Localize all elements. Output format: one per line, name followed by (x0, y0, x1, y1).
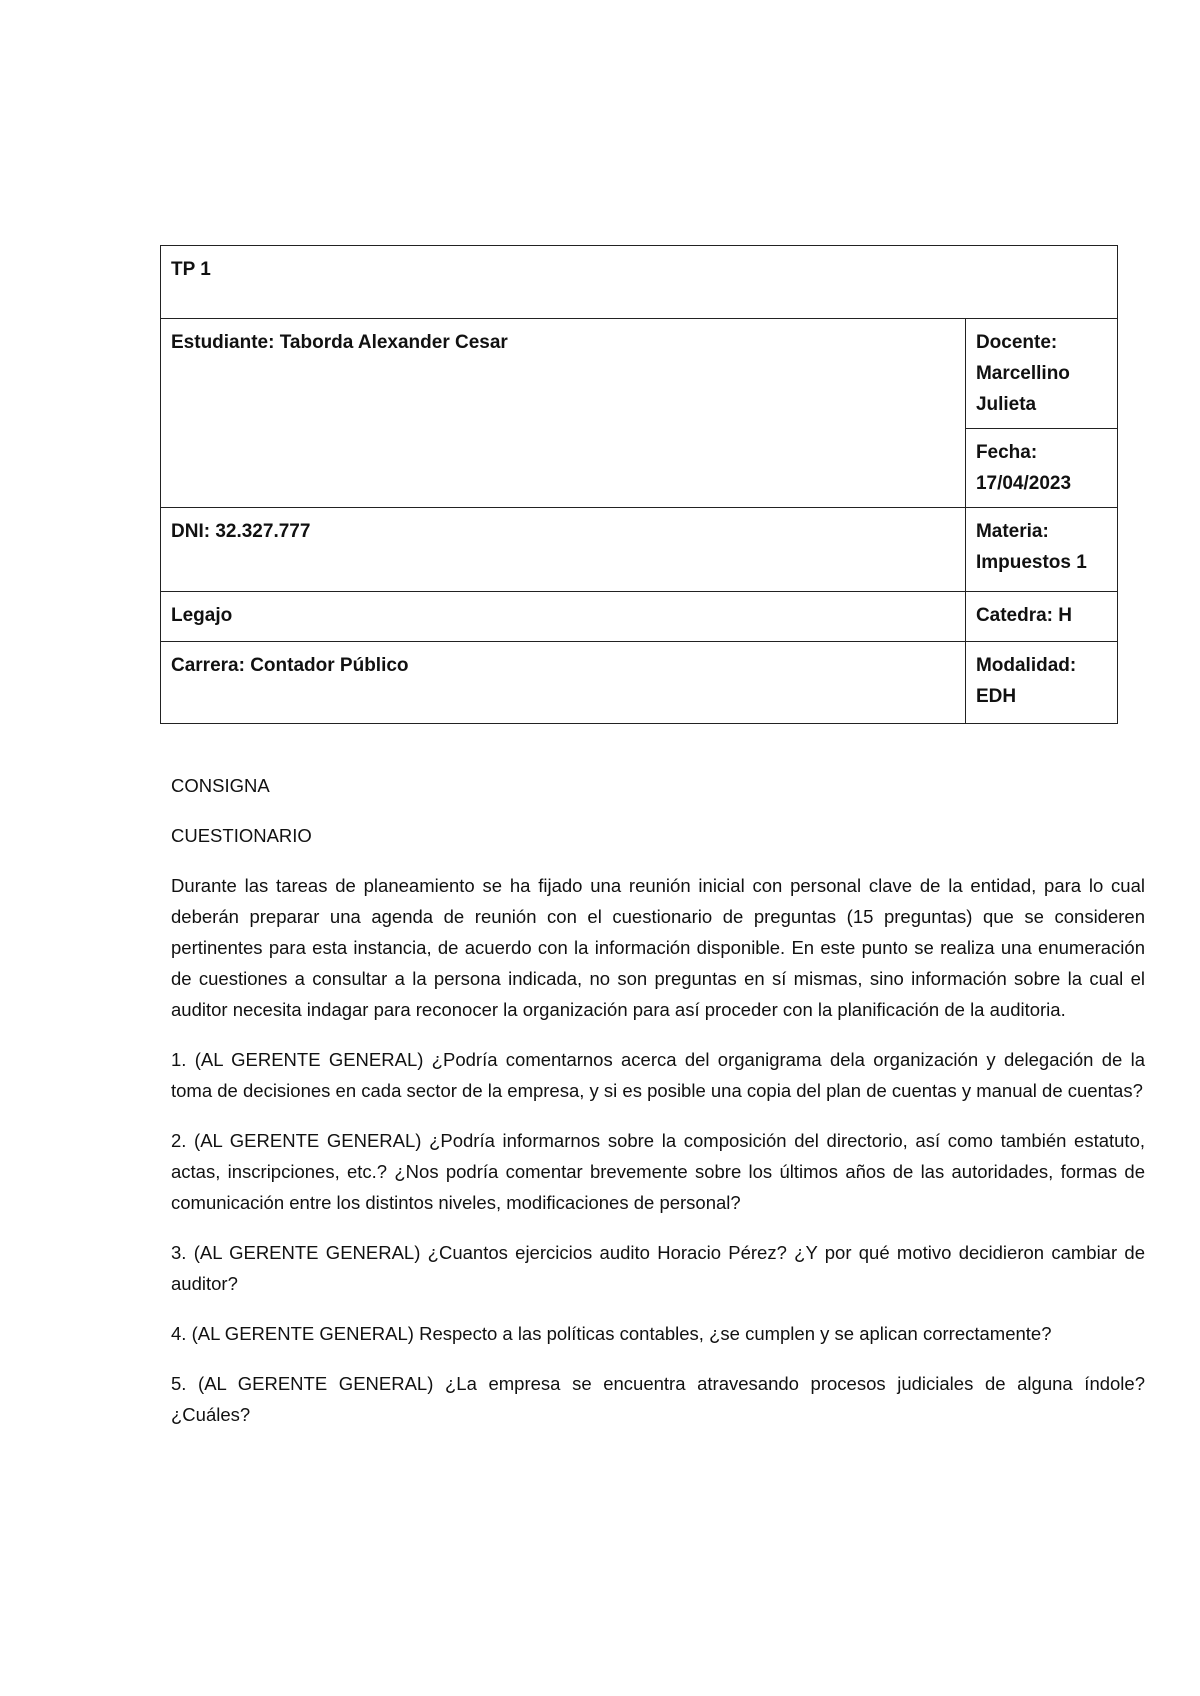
question-3: 3. (AL GERENTE GENERAL) ¿Cuantos ejercicios audito Horacio Pérez? ¿Y por qué motivo decidieron cambiar de auditor? (171, 1242, 1145, 1294)
table-row (161, 592, 1118, 642)
docente-name-last: Julieta (975, 394, 1037, 415)
docente-label: Docente: (975, 332, 1058, 353)
cuestionario-heading: CUESTIONARIO (171, 825, 312, 846)
table-row (161, 319, 1118, 429)
fecha-cell (965, 429, 1117, 508)
dni-cell: DNI: 32.327.777 (161, 508, 966, 592)
question-4: 4. (AL GERENTE GENERAL) Respecto a las políticas contables, ¿se cumplen y se aplican correctamente? (171, 1323, 1052, 1344)
materia-value: Impuestos 1 (975, 552, 1087, 573)
docente-cell (965, 319, 1117, 429)
table-row (161, 508, 1118, 592)
modalidad-cell (965, 642, 1117, 724)
question-5: 5. (AL GERENTE GENERAL) ¿La empresa se encuentra atravesando procesos judiciales de alguna índole? ¿Cuáles? (171, 1373, 1145, 1425)
question-1: 1. (AL GERENTE GENERAL) ¿Podría comentarnos acerca del organigrama dela organización y delegación de la toma de decisiones en cada sector de la empresa, y si es posible una copia del plan de cuentas y manual de cuentas? (171, 1049, 1145, 1101)
materia-label: Materia: (975, 521, 1049, 542)
fecha-label: Fecha: (975, 442, 1038, 463)
consigna-heading: CONSIGNA (171, 775, 270, 796)
carrera-cell: Carrera: Contador Público (161, 642, 966, 724)
header-table (160, 245, 1118, 724)
fecha-value: 17/04/2023 (975, 473, 1072, 494)
materia-cell (965, 508, 1117, 592)
docente-name-first: Marcellino (975, 363, 1070, 384)
intro-paragraph: Durante las tareas de planeamiento se ha fijado una reunión inicial con personal clave de la entidad, para lo cual deberán preparar una agenda de reunión con el cuestionario de preguntas (15 preguntas) que se consideren pertinentes para esta instancia, de acuerdo con la información disponible. En este punto se realiza una enumeración de cuestiones a consultar a la persona indicada, no son preguntas en sí mismas, sino información sobre la cual el auditor necesita indagar para reconocer la organización para así proceder con la planificación de la auditoria. (171, 875, 1145, 1020)
question-2: 2. (AL GERENTE GENERAL) ¿Podría informarnos sobre la composición del directorio, así como también estatuto, actas, inscripciones, etc.? ¿Nos podría comentar brevemente sobre los últimos años de las autoridades, formas de comunicación entre los distintos niveles, modificaciones de personal? (171, 1130, 1145, 1213)
legajo-cell: Legajo (161, 592, 966, 642)
student-cell: Estudiante: Taborda Alexander Cesar (161, 319, 966, 508)
catedra-cell: Catedra: H (965, 592, 1117, 642)
table-row (161, 642, 1118, 724)
tp-cell: TP 1 (161, 246, 1118, 319)
modalidad-value: EDH (975, 686, 1017, 707)
modalidad-label: Modalidad: (975, 655, 1077, 676)
document-body (171, 770, 1145, 1449)
table-row (161, 246, 1118, 319)
